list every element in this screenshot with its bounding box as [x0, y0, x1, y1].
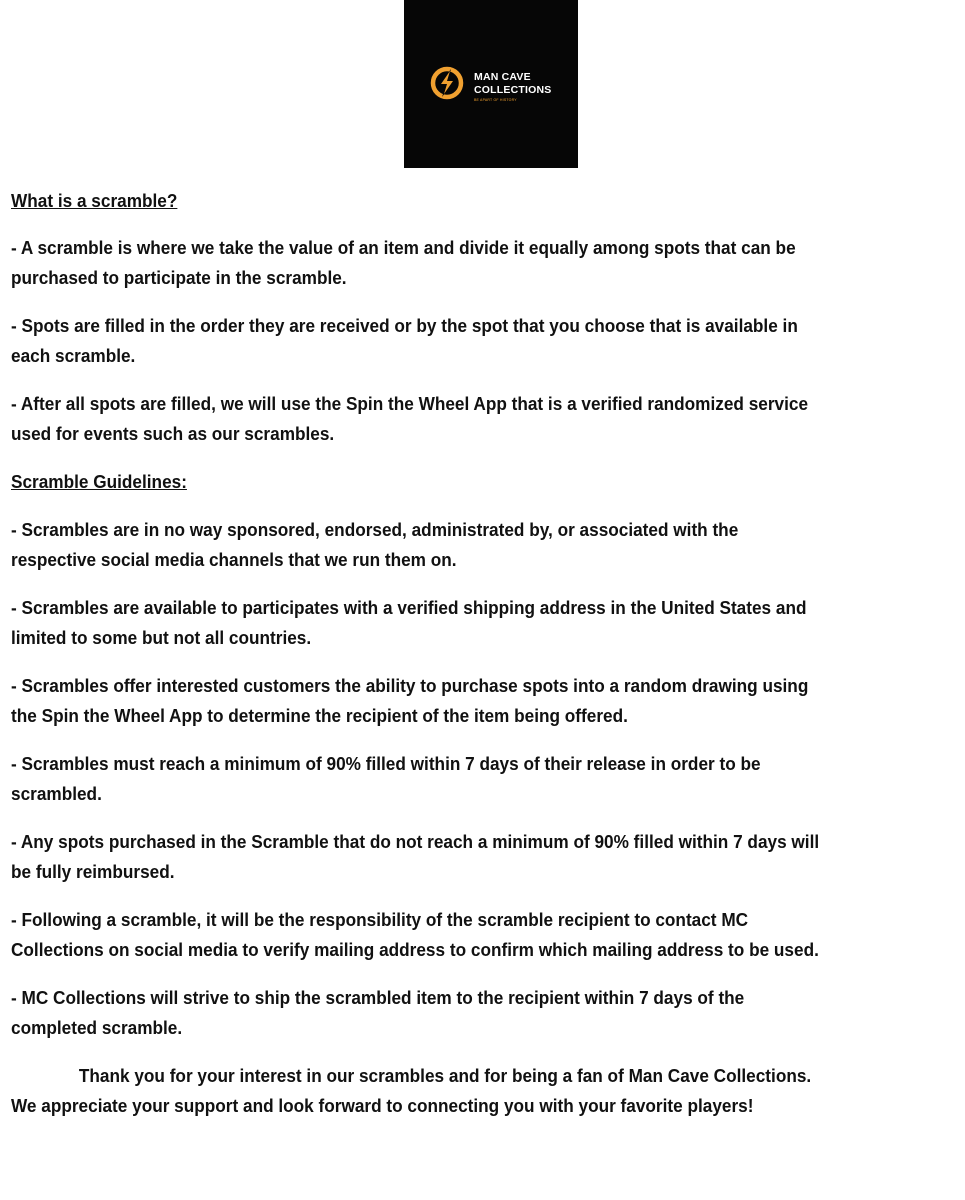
paragraph-line: the Spin the Wheel App to determine the recipient of the item being offered.	[11, 705, 628, 726]
paragraph-spin-wheel	[11, 389, 896, 449]
paragraph-line: each scramble.	[11, 345, 136, 366]
paragraph-line: - Following a scramble, it will be the responsibility of the scramble recipient to contact MC	[11, 909, 749, 930]
paragraph-line: - Scrambles are in no way sponsored, endorsed, administrated by, or associated with the	[11, 519, 739, 540]
section-heading-guidelines: Scramble Guidelines:	[11, 471, 187, 492]
document-body	[11, 186, 896, 1121]
paragraph-line: be fully reimbursed.	[11, 861, 175, 882]
paragraph-line: - Scrambles are available to participates with a verified shipping address in the United States and	[11, 597, 807, 618]
paragraph-line: respective social media channels that we run them on.	[11, 549, 457, 570]
paragraph-line: limited to some but not all countries.	[11, 627, 312, 648]
lightning-bolt-icon	[430, 66, 464, 100]
paragraph-definition	[11, 233, 896, 293]
closing-message	[11, 1061, 896, 1121]
paragraph-line: purchased to participate in the scramble.	[11, 267, 347, 288]
paragraph-line: - Any spots purchased in the Scramble that do not reach a minimum of 90% filled within 7 days will	[11, 831, 820, 852]
paragraph-line: scrambled.	[11, 783, 102, 804]
guideline-recipient-contact	[11, 905, 896, 965]
logo-line-1: MAN CAVE	[474, 71, 531, 83]
paragraph-spots-filled	[11, 311, 896, 371]
paragraph-line: completed scramble.	[11, 1017, 183, 1038]
closing-line-2: We appreciate your support and look forward to connecting you with your favorite players!	[11, 1095, 754, 1116]
paragraph-line: - Scrambles must reach a minimum of 90% filled within 7 days of their release in order to be	[11, 753, 761, 774]
paragraph-line: - MC Collections will strive to ship the scrambled item to the recipient within 7 days of the	[11, 987, 745, 1008]
guideline-sponsorship	[11, 515, 896, 575]
closing-line-1: Thank you for your interest in our scrambles and for being a fan of Man Cave Collections.	[78, 1065, 812, 1086]
section-heading-what-is-scramble: What is a scramble?	[11, 190, 178, 211]
paragraph-line: Collections on social media to verify mailing address to confirm which mailing address to be used.	[11, 939, 819, 960]
guideline-eligibility	[11, 593, 896, 653]
logo-tagline: BE APART OF HISTORY	[474, 98, 517, 102]
paragraph-line: used for events such as our scrambles.	[11, 423, 335, 444]
guideline-random-drawing	[11, 671, 896, 731]
logo-wordmark	[474, 71, 551, 97]
paragraph-line: - A scramble is where we take the value of an item and divide it equally among spots that can be	[11, 237, 796, 258]
brand-logo	[404, 0, 578, 168]
guideline-shipping	[11, 983, 896, 1043]
paragraph-line: - Scrambles offer interested customers the ability to purchase spots into a random drawing using	[11, 675, 809, 696]
paragraph-line: - After all spots are filled, we will use the Spin the Wheel App that is a verified randomized service	[11, 393, 809, 414]
paragraph-line: - Spots are filled in the order they are received or by the spot that you choose that is available in	[11, 315, 798, 336]
logo-line-2: COLLECTIONS	[474, 84, 552, 96]
guideline-minimum-filled	[11, 749, 896, 809]
guideline-reimbursement	[11, 827, 896, 887]
